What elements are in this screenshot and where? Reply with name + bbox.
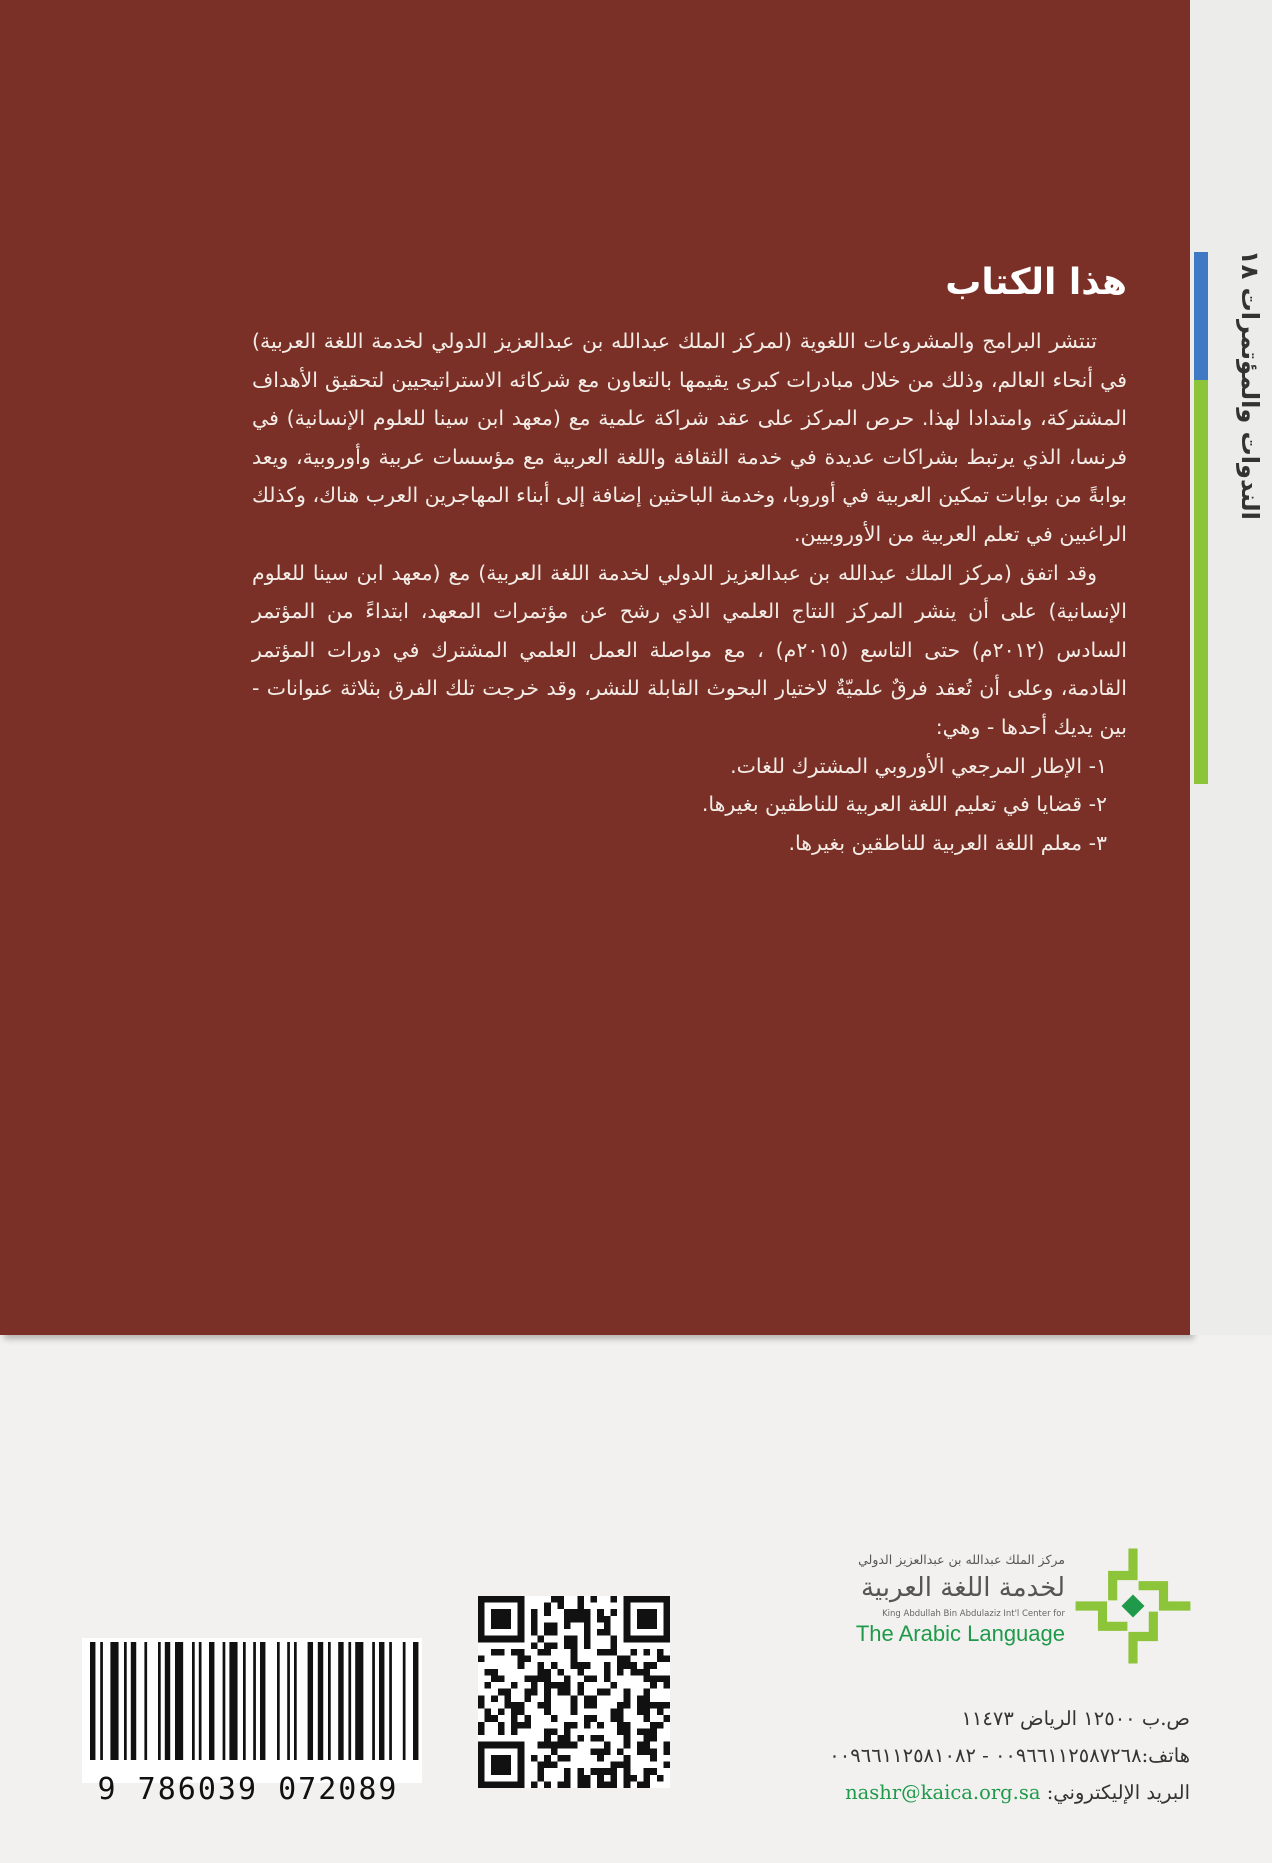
email-label: البريد الإليكتروني: bbox=[1046, 1781, 1190, 1804]
logo-arabic-title: لخدمة اللغة العربية bbox=[860, 1573, 1065, 1603]
qr-code[interactable] bbox=[478, 1596, 670, 1788]
logo-english-title: The Arabic Language bbox=[855, 1621, 1065, 1646]
logo-english-subtitle: King Abdullah Bin Abdulaziz Int'l Center for bbox=[882, 1609, 1065, 1619]
isbn-number: 9 786039 072089 bbox=[97, 1772, 399, 1807]
logo-arabic-subtitle: مركز الملك عبدالله بن عبدالعزيز الدولي bbox=[858, 1552, 1065, 1567]
book-description bbox=[252, 258, 1127, 862]
email-line bbox=[700, 1774, 1190, 1811]
list-item-3: ٣- معلم اللغة العربية للناطقين بغيرها. bbox=[788, 830, 1107, 855]
spine-blue-stripe bbox=[1194, 252, 1208, 380]
description-paragraph-2: وقد اتفق (مركز الملك عبدالله بن عبدالعزيز الدولي لخدمة اللغة العربية) مع (معهد ابن سينا للعلوم الإنسانية) على أن ينشر المركز النتاج العلمي الذي رشح عن مؤتمرات المعهد، ابتداءً من المؤتمر السادس (٢٠١٢م) حتى التاسع (٢٠١٥م) ، مع مواصلة العمل العلمي المشترك في دورات المؤتمر القادمة، وعلى أن تُعقد فرقٌ علميّةٌ لاختيار البحوث القابلة للنشر، وقد خرجت تلك الفرق بثلاثة عنوانات - بين يديك أحدها - وهي: bbox=[252, 560, 1127, 739]
list-item-1: ١- الإطار المرجعي الأوروبي المشترك للغات. bbox=[730, 753, 1107, 778]
email-address[interactable]: nashr@kaica.org.sa bbox=[845, 1781, 1041, 1804]
isbn-barcode bbox=[82, 1638, 422, 1783]
spine-series-title: الندوات والمؤتمرات ١٨ bbox=[1236, 250, 1264, 520]
list-item-2: ٢- قضايا في تعليم اللغة العربية للناطقين بغيرها. bbox=[701, 792, 1107, 817]
contact-info bbox=[700, 1700, 1190, 1811]
spine-green-stripe bbox=[1194, 380, 1208, 784]
center-logo-text bbox=[805, 1552, 1065, 1647]
section-heading: هذا الكتاب bbox=[945, 262, 1127, 303]
po-box: ص.ب ١٢٥٠٠ الرياض ١١٤٧٣ bbox=[961, 1707, 1190, 1730]
phone-numbers: هاتف:٠٠٩٦٦١١٢٥٨٧٢٦٨ - ٠٠٩٦٦١١٢٥٨١٠٨٢ bbox=[829, 1744, 1190, 1767]
center-logo-icon bbox=[1072, 1545, 1194, 1667]
description-paragraph-1: تنتشر البرامج والمشروعات اللغوية (لمركز الملك عبدالله بن عبدالعزيز الدولي لخدمة اللغة العربية) في أنحاء العالم، وذلك من خلال مبادرات كبرى يقيمها بالتعاون مع شركائه الاستراتيجيين لتحقيق الأهداف المشتركة، وامتدادا لهذا. حرص المركز على عقد شراكة علمية مع (معهد ابن سينا للعلوم الإنسانية) في فرنسا، الذي يرتبط بشراكات عديدة في خدمة الثقافة واللغة العربية مع مؤسسات عربية وأوروبية، ويعد بوابةً من بوابات تمكين العربية في أوروبا، وخدمة الباحثين إضافة إلى أبناء المهاجرين العرب هناك، وكذلك الراغبين في تعلم العربية من الأوروبيين. bbox=[252, 329, 1127, 546]
